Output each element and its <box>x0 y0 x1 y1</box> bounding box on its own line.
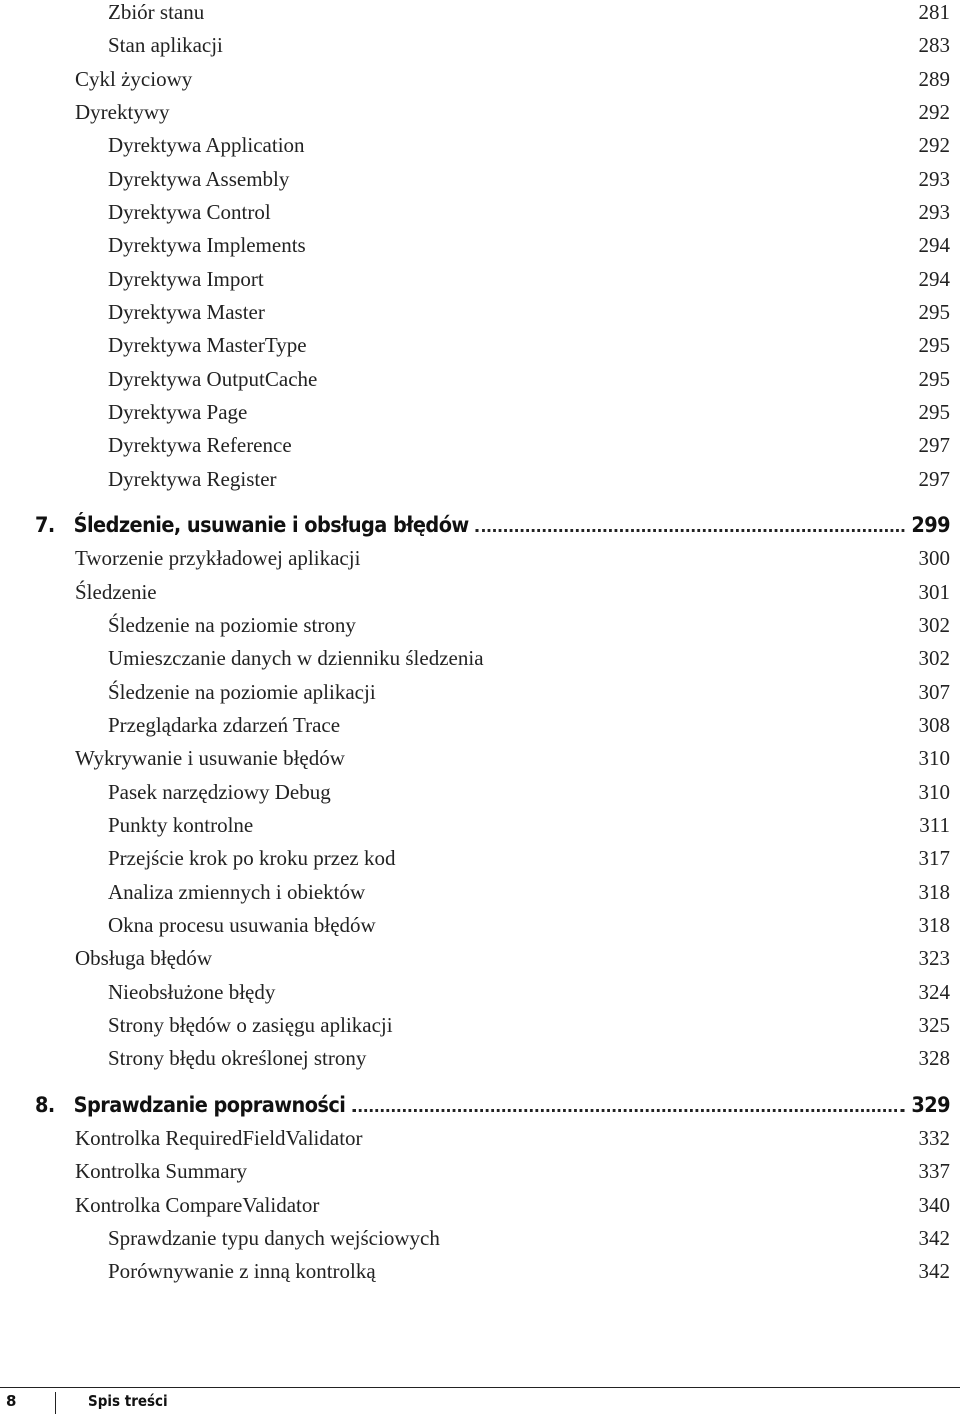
toc-entry-page: 289 <box>918 66 950 91</box>
toc-entry-label: Śledzenie <box>75 579 157 604</box>
toc-entry-page: 300 <box>918 546 950 571</box>
toc-entry-label: Śledzenie na poziomie strony <box>108 612 356 637</box>
toc-entry <box>0 1043 960 1073</box>
toc-entry <box>0 910 960 940</box>
toc-entry-page: 293 <box>918 199 950 224</box>
toc-entry-label: Porównywanie z inną kontrolką <box>108 1259 376 1284</box>
toc-entry-page: 307 <box>918 679 950 704</box>
toc-entry <box>0 1223 960 1253</box>
toc-entry-page: 311 <box>919 812 950 837</box>
toc-entry-page: 292 <box>918 133 950 158</box>
toc-entry <box>0 677 960 707</box>
toc-entry <box>0 197 960 227</box>
toc-entry <box>0 330 960 360</box>
toc-entry-label: Umieszczanie danych w dzienniku śledzenia <box>108 646 484 671</box>
toc-entry-label: Dyrektywy <box>75 99 170 124</box>
toc-entry <box>0 577 960 607</box>
toc-entry-label: Dyrektywa Assembly <box>108 166 290 191</box>
toc-entry-label: Dyrektywa Master <box>108 299 265 324</box>
toc-entry-label: Obsługa błędów <box>75 946 213 971</box>
toc-entry-label: Dyrektywa Application <box>108 133 305 158</box>
toc-entry <box>0 943 960 973</box>
toc-entry-page: 328 <box>918 1046 950 1071</box>
toc-entry-page: 301 <box>918 579 950 604</box>
toc-entry-page: 302 <box>918 646 950 671</box>
toc-entry <box>0 430 960 460</box>
toc-entry <box>0 297 960 327</box>
toc-entry-label: Dyrektywa OutputCache <box>108 366 318 391</box>
toc-entry-label: Zbiór stanu <box>108 0 205 24</box>
toc-entry-label: Dyrektywa Page <box>108 399 248 424</box>
footer-rule <box>0 1387 960 1388</box>
toc-entry-label: Dyrektywa Control <box>108 199 271 224</box>
toc-entry-label: Dyrektywa Register <box>108 466 277 491</box>
toc-entry <box>0 397 960 427</box>
toc-entry <box>0 1256 960 1286</box>
toc-entry <box>0 1190 960 1220</box>
footer-separator <box>55 1392 56 1414</box>
toc-entry-label: Dyrektywa Implements <box>108 233 306 258</box>
toc-chapter-row <box>0 1090 951 1120</box>
footer-page-number: 8 <box>6 1392 17 1410</box>
toc-entry-label: Tworzenie przykładowej aplikacji <box>75 546 361 571</box>
toc-entry <box>0 977 960 1007</box>
toc-entry-label: Sprawdzanie typu danych wejściowych <box>108 1225 440 1250</box>
toc-entry-page: 297 <box>918 466 950 491</box>
toc-entry <box>0 777 960 807</box>
toc-entry-label: Dyrektywa Reference <box>108 433 292 458</box>
toc-entry <box>0 364 960 394</box>
toc-entry-page: 325 <box>918 1012 950 1037</box>
toc-entry-page: 324 <box>918 979 950 1004</box>
chapter-number: 8. <box>34 1092 55 1117</box>
toc-entry-label: Śledzenie na poziomie aplikacji <box>108 679 376 704</box>
toc-entry <box>0 64 960 94</box>
toc-entry-label: Przeglądarka zdarzeń Trace <box>108 712 341 737</box>
footer-section-title: Spis treści <box>88 1392 168 1410</box>
toc-entry-page: 294 <box>918 233 950 258</box>
toc-entry-page: 342 <box>918 1259 950 1284</box>
chapter-number: 7. <box>34 512 55 537</box>
toc-entry <box>0 810 960 840</box>
toc-entry-page: 294 <box>918 266 950 291</box>
toc-entry-label: Dyrektywa Import <box>108 266 264 291</box>
toc-entry-page: 318 <box>918 912 950 937</box>
toc-entry-page: 323 <box>918 946 950 971</box>
toc-entry-label: Kontrolka RequiredFieldValidator <box>75 1125 363 1150</box>
toc-entry-label: Kontrolka Summary <box>75 1159 248 1184</box>
toc-entry <box>0 1010 960 1040</box>
toc-entry-page: 332 <box>918 1125 950 1150</box>
toc-entry <box>0 164 960 194</box>
toc-entry-label: Przejście krok po kroku przez kod <box>108 846 396 871</box>
toc-entry-page: 295 <box>918 399 950 424</box>
toc-entry-page: 317 <box>918 846 950 871</box>
toc-entry-page: 295 <box>918 299 950 324</box>
toc-entry <box>0 610 960 640</box>
toc-entry-page: 310 <box>918 779 950 804</box>
toc-entry-page: 310 <box>918 746 950 771</box>
toc-entry <box>0 1156 960 1186</box>
toc-entry-page: 293 <box>918 166 950 191</box>
toc-entry-label: Dyrektywa MasterType <box>108 333 307 358</box>
chapter-page-number: 299 <box>911 512 951 537</box>
toc-entry-page: 318 <box>918 879 950 904</box>
toc-entry-page: 342 <box>918 1225 950 1250</box>
toc-entry-label: Pasek narzędziowy Debug <box>108 779 331 804</box>
toc-entry-page: 297 <box>918 433 950 458</box>
toc-entry-label: Strony błędu określonej strony <box>108 1046 367 1071</box>
toc-entry <box>0 543 960 573</box>
toc-entry <box>0 30 960 60</box>
toc-entry-page: 281 <box>918 0 950 24</box>
toc-entry-page: 340 <box>918 1192 950 1217</box>
toc-entry-label: Punkty kontrolne <box>108 812 254 837</box>
toc-entry-page: 337 <box>918 1159 950 1184</box>
toc-entry <box>0 710 960 740</box>
toc-entry <box>0 1123 960 1153</box>
chapter-title: Śledzenie, usuwanie i obsługa błędów <box>73 512 469 537</box>
toc-entry-page: 292 <box>918 99 950 124</box>
toc-entry-label: Strony błędów o zasięgu aplikacji <box>108 1012 393 1037</box>
chapter-page-number: 329 <box>911 1092 951 1117</box>
toc-entry <box>0 0 960 27</box>
toc-entry <box>0 877 960 907</box>
dot-leader <box>476 529 905 532</box>
toc-entry-label: Analiza zmiennych i obiektów <box>108 879 366 904</box>
toc-entry-label: Nieobsłużone błędy <box>108 979 276 1004</box>
toc-entry <box>0 264 960 294</box>
toc-entry <box>0 843 960 873</box>
toc-entry-page: 302 <box>918 612 950 637</box>
toc-chapter-row <box>0 510 951 540</box>
toc-entry-page: 283 <box>918 33 950 58</box>
toc-entry-label: Cykl życiowy <box>75 66 193 91</box>
toc-entry <box>0 464 960 494</box>
toc-entry <box>0 743 960 773</box>
toc-entry-page: 308 <box>918 712 950 737</box>
toc-entry-page: 295 <box>918 366 950 391</box>
toc-entry-label: Kontrolka CompareValidator <box>75 1192 320 1217</box>
toc-entry-page: 295 <box>918 333 950 358</box>
toc-entry-label: Okna procesu usuwania błędów <box>108 912 376 937</box>
chapter-title: Sprawdzanie poprawności <box>73 1092 346 1117</box>
toc-entry <box>0 97 960 127</box>
dot-leader <box>352 1109 904 1112</box>
toc-entry <box>0 230 960 260</box>
toc-entry-label: Stan aplikacji <box>108 33 223 58</box>
toc-entry <box>0 130 960 160</box>
toc-entry-label: Wykrywanie i usuwanie błędów <box>75 746 345 771</box>
toc-entry <box>0 643 960 673</box>
